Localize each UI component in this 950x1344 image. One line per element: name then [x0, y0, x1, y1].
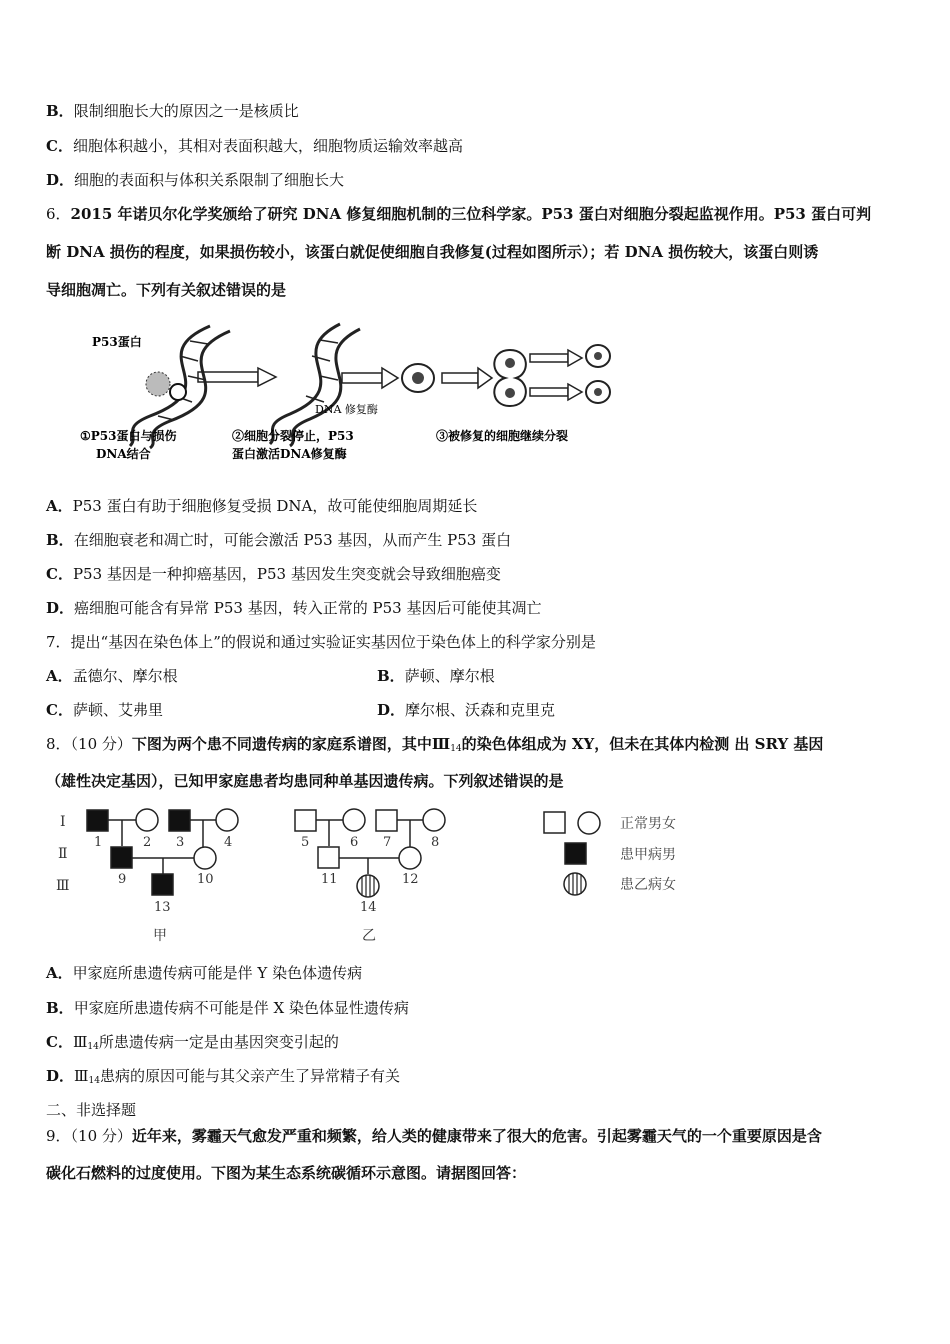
dna-repair-enzyme-label: DNA 修复酶: [315, 403, 378, 416]
q7-option-a: A．孟德尔、摩尔根: [46, 667, 178, 685]
individual-12: [399, 847, 421, 869]
family-yi: [295, 809, 445, 897]
svg-text:6: 6: [350, 835, 359, 850]
p53-label: P53蛋白: [92, 335, 142, 349]
q6-option-b: B．在细胞衰老和凋亡时，可能会激活 P53 基因，从而产生 P53 蛋白: [46, 531, 512, 549]
q7-option-d: D．摩尔根、沃森和克里克: [377, 701, 556, 719]
q6-option-a: A．P53 蛋白有助于细胞修复受损 DNA，故可能使细胞周期延长: [46, 497, 478, 515]
q5-option-d: D．细胞的表面积与体积关系限制了细胞长大: [46, 171, 345, 189]
individual-13: [152, 874, 173, 895]
arrow-1: [198, 368, 276, 386]
individual-1: [87, 810, 108, 831]
individual-4: [216, 809, 238, 831]
arrow-5: [530, 384, 582, 400]
q8-stem-line2: （雄性决定基因），已知甲家庭患者均患同种单基因遗传病。下列叙述错误的是: [46, 772, 564, 790]
svg-text:5: 5: [301, 835, 310, 850]
individual-7: [376, 810, 397, 831]
individual-11: [318, 847, 339, 868]
step1-caption-line1: ①P53蛋白与损伤: [80, 429, 177, 443]
legend-disease-b: 患乙病女: [620, 877, 676, 893]
p53-protein: [146, 372, 170, 396]
svg-text:4: 4: [224, 835, 233, 850]
gen-label-2: Ⅱ: [58, 846, 68, 862]
svg-text:11: 11: [321, 872, 338, 887]
family-jia: [87, 809, 238, 895]
pedigree-chart: [46, 802, 726, 952]
step3-caption: ③被修复的细胞继续分裂: [436, 429, 569, 443]
svg-text:8: 8: [431, 835, 440, 850]
svg-text:9: 9: [118, 872, 127, 887]
q9-stem-line1: 9．（10 分）近年来，雾霾天气愈发严重和频繁，给人类的健康带来了很大的危害。引起雾霾天气的一个重要原因是含: [46, 1127, 822, 1145]
q6-stem-line2: 断 DNA 损伤的程度，如果损伤较小，该蛋白就促使细胞自我修复(过程如图所示）；若 DNA 损伤较大，该蛋白则诱: [46, 243, 819, 261]
q6-stem-line3: 导细胞凋亡。下列有关叙述错误的是: [46, 281, 287, 299]
q9-stem-line2: 碳化石燃料的过度使用。下图为某生态系统碳循环示意图。请据图回答：: [46, 1164, 527, 1182]
q8-option-c: C．$Ⅲ_{14}$所患遗传病一定是由基因突变引起的: [46, 1033, 339, 1052]
family-jia-label: 甲: [153, 928, 167, 944]
svg-text:3: 3: [176, 835, 185, 850]
pedigree-legend: [544, 812, 600, 895]
q5-option-b: B．限制细胞长大的原因之一是核质比: [46, 102, 299, 120]
individual-8: [423, 809, 445, 831]
q5-option-c: C．细胞体积越小，其相对表面积越大，细胞物质运输效率越高: [46, 137, 463, 155]
individual-2: [136, 809, 158, 831]
individual-6: [343, 809, 365, 831]
q6-option-c: C．P53 基因是一种抑癌基因，P53 基因发生突变就会导致细胞癌变: [46, 565, 501, 583]
svg-text:2: 2: [143, 835, 152, 850]
q7-stem: 7．提出“基因在染色体上”的假说和通过实验证实基因位于染色体上的科学家分别是: [46, 633, 596, 651]
legend-disease-a: 患甲病男: [620, 847, 676, 863]
q7-option-c: C．萨顿、艾弗里: [46, 701, 163, 719]
q8-stem-line1: 8．（10 分）下图为两个患不同遗传病的家庭系谱图，其中$Ⅲ_{14}$的染色体组成为 XY，但未在其体内检测 出 SRY 基因: [46, 735, 824, 754]
arrow-2: [342, 368, 398, 388]
step2-caption-line2: 蛋白激活DNA修复酶: [232, 447, 347, 461]
family-yi-label: 乙: [362, 928, 376, 944]
svg-text:12: 12: [402, 872, 419, 887]
q8-option-b: B．甲家庭所患遗传病不可能是伴 X 染色体显性遗传病: [46, 999, 409, 1017]
svg-text:7: 7: [383, 835, 392, 850]
q7-option-b: B．萨顿、摩尔根: [377, 667, 495, 685]
individual-14: [357, 875, 379, 897]
individual-5: [295, 810, 316, 831]
q6-option-d: D．癌细胞可能含有异常 P53 基因，转入正常的 P53 基因后可能使其凋亡: [46, 599, 542, 617]
svg-text:1: 1: [94, 835, 103, 850]
gen-label-3: Ⅲ: [56, 878, 70, 894]
p53-figure: [80, 316, 640, 466]
svg-text:10: 10: [197, 872, 214, 887]
svg-text:13: 13: [154, 900, 171, 915]
arrow-4: [530, 350, 582, 366]
individual-3: [169, 810, 190, 831]
q8-option-d: D．$Ⅲ_{14}$患病的原因可能与其父亲产生了异常精子有关: [46, 1067, 400, 1086]
gen-label-1: Ⅰ: [60, 814, 66, 830]
section-heading: 二、非选择题: [46, 1101, 137, 1119]
legend-normal: 正常男女: [620, 816, 676, 832]
q8-option-a: A．甲家庭所患遗传病可能是伴 Y 染色体遗传病: [46, 964, 363, 982]
svg-text:14: 14: [360, 900, 377, 915]
dna-helix-2: [270, 324, 360, 446]
q6-stem-line1: 6．2015 年诺贝尔化学奖颁给了研究 DNA 修复细胞机制的三位科学家。P53 蛋白对细胞分裂起监视作用。P53 蛋白可判: [46, 205, 872, 223]
arrow-3: [442, 368, 492, 388]
damage-site: [170, 384, 186, 400]
individual-10: [194, 847, 216, 869]
step1-caption-line2: DNA结合: [96, 447, 151, 461]
individual-9: [111, 847, 132, 868]
step2-caption-line1: ②细胞分裂停止，P53: [232, 429, 354, 443]
